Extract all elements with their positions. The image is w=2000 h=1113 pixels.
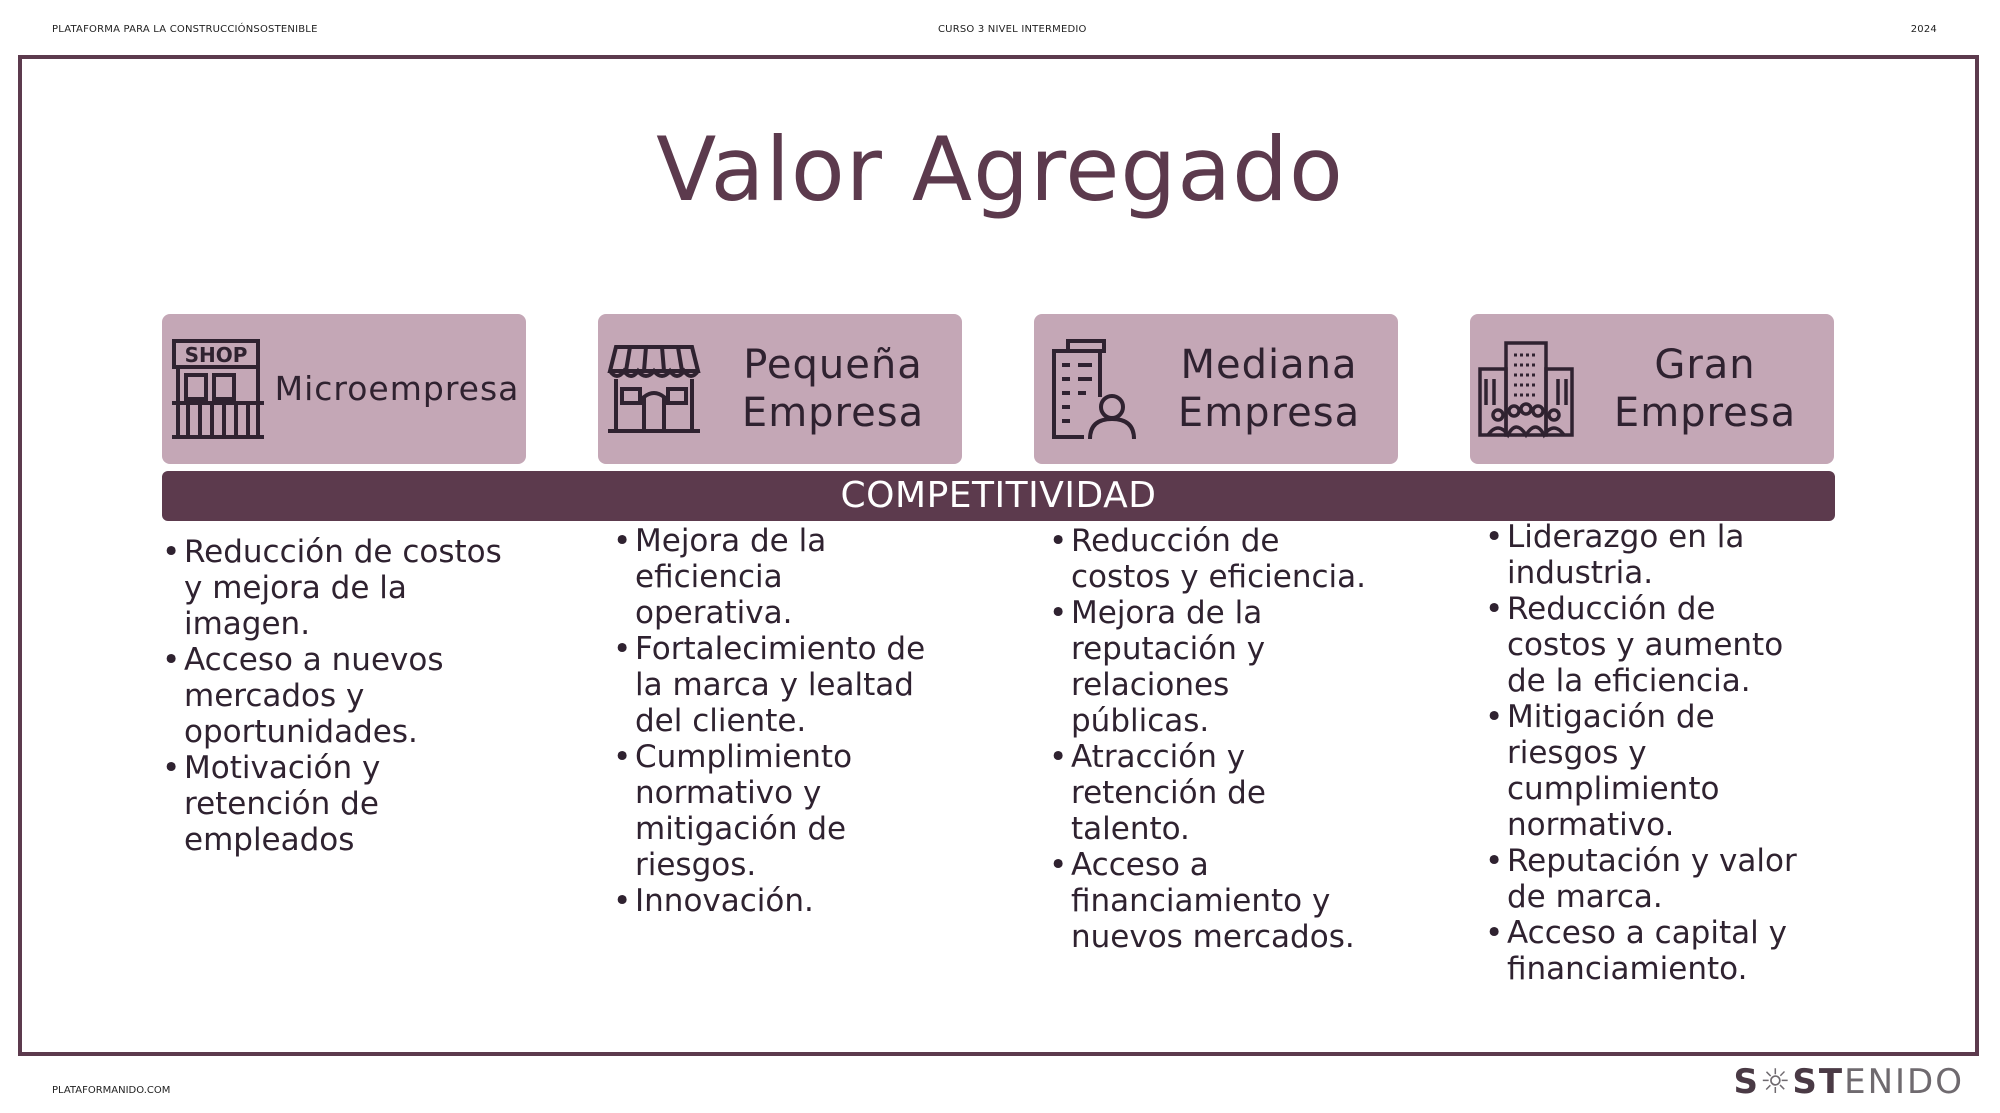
storefront-icon: [604, 335, 704, 443]
list-item: • Innovación.: [613, 883, 1013, 919]
list-item: • Reputación y valor de marca.: [1485, 843, 1885, 915]
header-left-text: PLATAFORMA PARA LA CONSTRUCCIÓNSOSTENIBLE: [52, 24, 318, 35]
card-mediana-empresa: [1034, 314, 1398, 464]
card-pequena-empresa: [598, 314, 962, 464]
office-building-person-icon: [1040, 335, 1140, 443]
list-item: • Mejora de la reputación y relaciones públicas.: [1049, 595, 1449, 739]
list-item: • Atracción y retención de talento.: [1049, 739, 1449, 847]
card-label: Gran Empresa: [1613, 342, 1797, 436]
bullet-list-mediana-empresa: [1049, 523, 1449, 955]
header-year-text: 2024: [1910, 24, 1937, 35]
competitividad-banner: COMPETITIVIDAD: [162, 471, 1835, 521]
sostenido-logo: S☼STENIDO: [1733, 1062, 1964, 1102]
bullet-list-microempresa: [162, 534, 542, 858]
shop-icon: [168, 335, 268, 443]
list-item: • Reducción de costos y aumento de la eficiencia.: [1485, 591, 1885, 699]
bullet-list-gran-empresa: [1485, 519, 1885, 987]
header-course-text: CURSO 3 NIVEL INTERMEDIO: [938, 24, 1087, 35]
card-microempresa: [162, 314, 526, 464]
list-item: • Acceso a financiamiento y nuevos mercados.: [1049, 847, 1449, 955]
list-item: • Liderazgo en la industria.: [1485, 519, 1885, 591]
slide-title: Valor Agregado: [656, 118, 1344, 221]
list-item: • Reducción de costos y mejora de la imagen.: [162, 534, 542, 642]
card-label: Microempresa: [274, 369, 520, 408]
shop-icon-text: SHOP: [184, 343, 248, 367]
list-item: • Motivación y retención de empleados: [162, 750, 542, 858]
list-item: • Reducción de costos y eficiencia.: [1049, 523, 1449, 595]
list-item: • Mitigación de riesgos y cumplimiento normativo.: [1485, 699, 1885, 843]
card-label: Pequeña Empresa: [741, 342, 925, 436]
list-item: • Mejora de la eficiencia operativa.: [613, 523, 1013, 631]
bullet-list-pequena-empresa: [613, 523, 1013, 919]
list-item: • Acceso a nuevos mercados y oportunidades.: [162, 642, 542, 750]
card-label: Mediana Empresa: [1177, 342, 1361, 436]
list-item: • Cumplimiento normativo y mitigación de riesgos.: [613, 739, 1013, 883]
list-item: • Fortalecimiento de la marca y lealtad del cliente.: [613, 631, 1013, 739]
corporate-buildings-people-icon: [1476, 335, 1576, 443]
card-gran-empresa: [1470, 314, 1834, 464]
footer-website-text: PLATAFORMANIDO.COM: [52, 1085, 171, 1096]
list-item: • Acceso a capital y financiamiento.: [1485, 915, 1885, 987]
